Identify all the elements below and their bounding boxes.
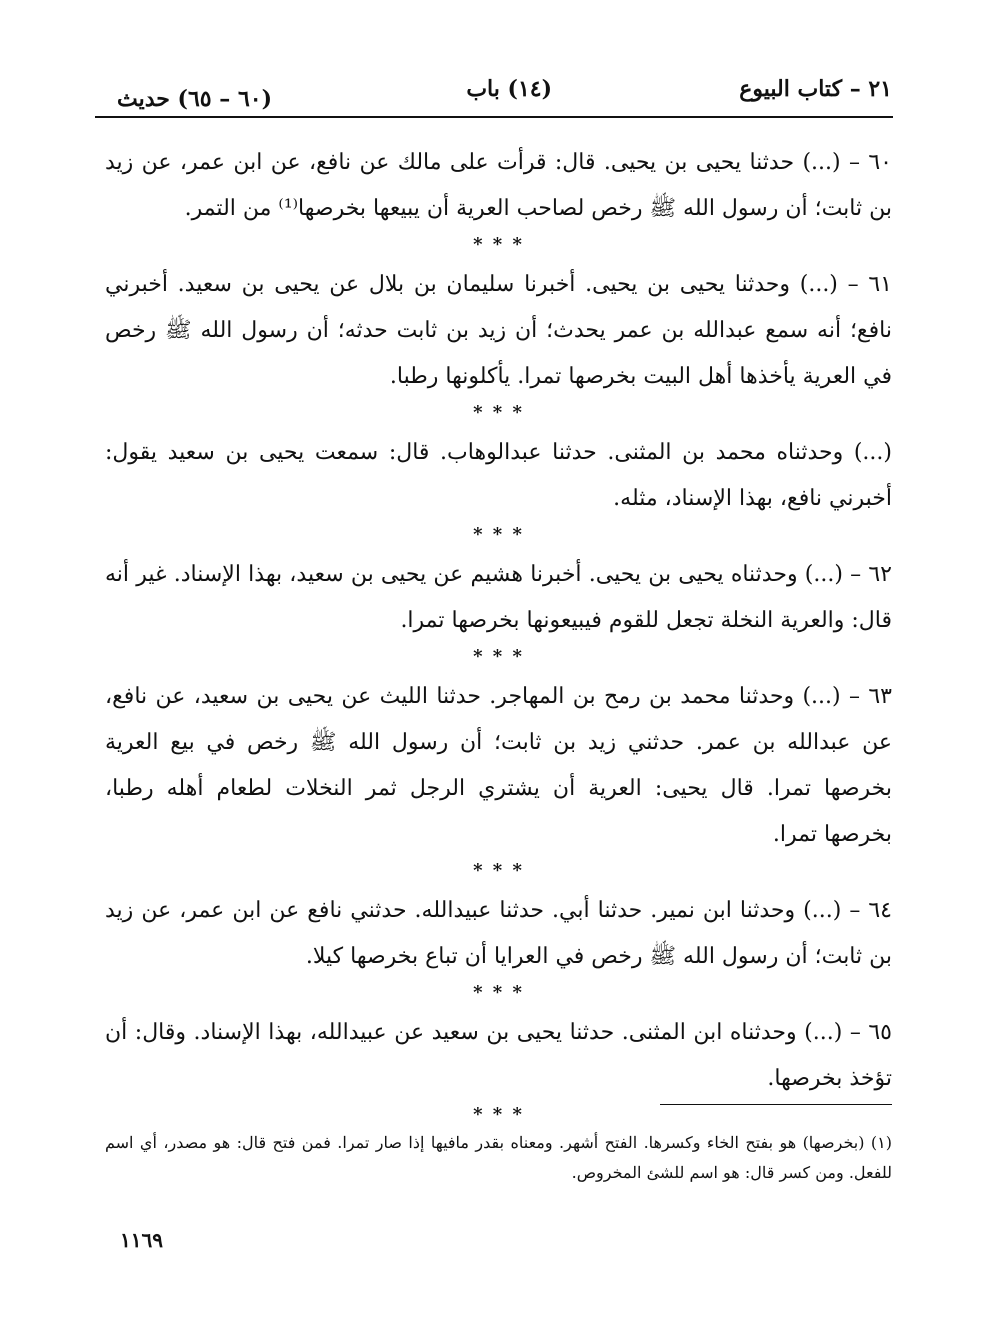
footnote: (١) (بخرصها) هو بفتح الخاء وكسرها. الفتح أشهر. ومعناه بقدر مافيها إذا صار تمرا. فمن فتح قال: هو مصدر، أي اسم للفعل. ومن كسر قال: هو اسم للشئ المخروص. [105,1133,892,1182]
hadith-63: ٦٣ – (...) وحدثنا محمد بن رمح بن المهاجر. حدثنا الليث عن يحيى بن سعيد، عن نافع، عن عبدالله بن عمر. حدثني زيد بن ثابت؛ أن رسول الله ﷺ رخص في بيع العرية بخرصها تمرا. قال يحيى: العرية أن يشتري الرجل ثمر النخلات لطعام أهله رطبا، بخرصها تمرا. [105,684,892,847]
header-divider [95,116,893,118]
book-title: ٢١ – كتاب البيوع [739,76,892,102]
hadith-65: ٦٥ – (...) وحدثناه ابن المثنى. حدثنا يحيى بن سعيد عن عبيدالله، بهذا الإسناد. وقال: أن تؤخذ بخرصها. [105,1020,892,1091]
page-number: ١١٦٩ [120,1228,163,1252]
chapter-label: (١٤) باب [466,76,552,102]
section-separator: * * * [473,234,524,255]
hadith-range: (٦٠ – ٦٥) حديث [117,86,272,112]
section-separator: * * * [473,1104,524,1125]
hadith-61-chain: (...) وحدثناه محمد بن المثنى. حدثنا عبدالوهاب. قال: سمعت يحيى بن سعيد يقول: أخبرني نافع، بهذا الإسناد، مثله. [105,440,892,511]
hadith-61: ٦١ – (...) وحدثنا يحيى بن يحيى. أخبرنا سليمان بن بلال عن يحيى بن سعيد. أخبرني نافع؛ أنه سمع عبدالله بن عمر يحدث؛ أن زيد بن ثابت حدثه؛ أن رسول الله ﷺ رخص في العرية يأخذها أهل البيت بخرصها تمرا. يأكلونها رطبا. [105,272,892,389]
section-separator: * * * [473,646,524,667]
running-header [100,74,892,116]
section-separator: * * * [473,982,524,1003]
section-separator: * * * [473,860,524,881]
section-separator: * * * [473,524,524,545]
hadith-64: ٦٤ – (...) وحدثنا ابن نمير. حدثنا أبي. حدثنا عبيدالله. حدثني نافع عن ابن عمر، عن زيد بن ثابت؛ أن رسول الله ﷺ رخص في العرايا أن تباع بخرصها كيلا. [105,898,892,969]
hadith-60: ٦٠ – (...) حدثنا يحيى بن يحيى. قال: قرأت على مالك عن نافع، عن ابن عمر، عن زيد بن ثابت؛ أن رسول الله ﷺ رخص لصاحب العرية أن يبيعها بخرصها⁽¹⁾ من التمر. [105,150,892,221]
footnote-divider [660,1104,892,1105]
section-separator: * * * [473,402,524,423]
hadith-62: ٦٢ – (...) وحدثناه يحيى بن يحيى. أخبرنا هشيم عن يحيى بن سعيد، بهذا الإسناد. غير أنه قال: والعرية النخلة تجعل للقوم فيبيعونها بخرصها تمرا. [105,562,892,633]
hadith-body [105,140,892,1132]
